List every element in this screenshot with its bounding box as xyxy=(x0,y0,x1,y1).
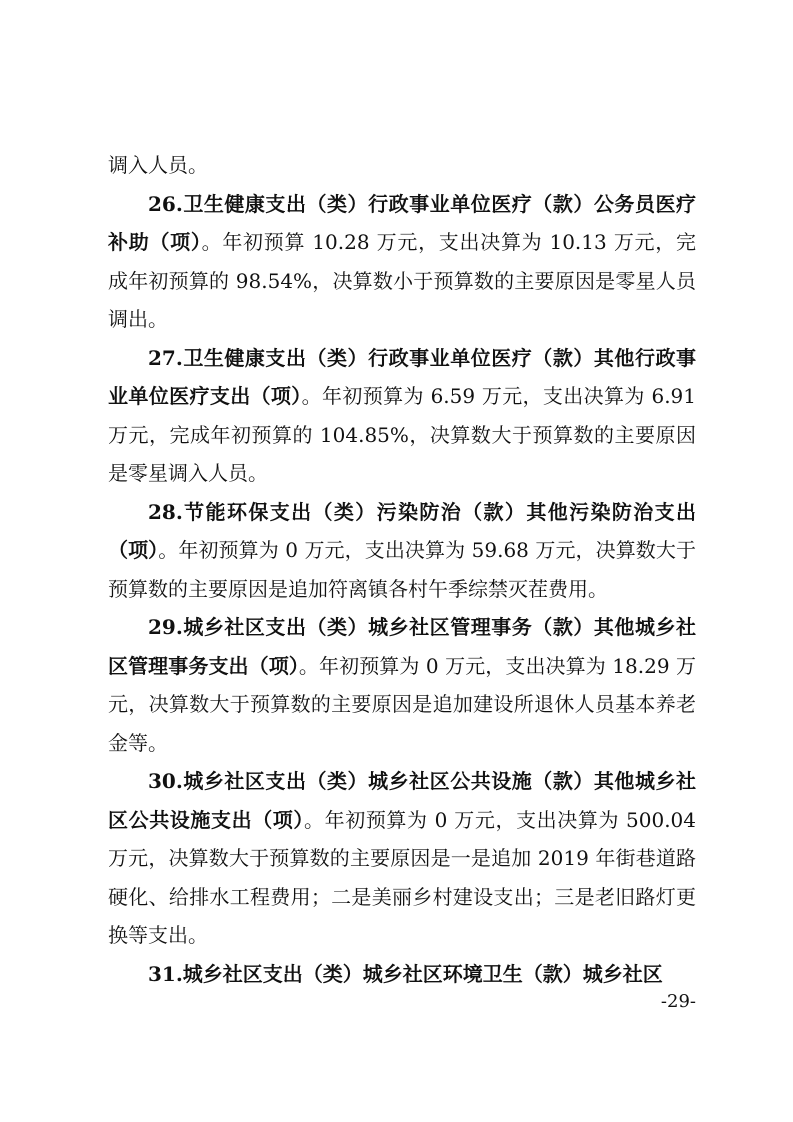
paragraph-body: 。年初预算 10.28 万元，支出决算为 10.13 万元，完成年初预算的 98.54%，决算数小于预算数的主要原因是零星人员调出。 xyxy=(108,230,696,331)
page-number: -29- xyxy=(660,991,696,1012)
paragraph-heading: 27.卫生健康支出（类）行政事业单位医疗（款）其他行政事业单位医疗支出（项） xyxy=(108,345,696,408)
paragraph-heading: 31.城乡社区支出（类）城乡社区环境卫生（款）城乡社区 xyxy=(148,961,663,986)
paragraph-item-26 xyxy=(108,185,696,339)
paragraph-item-29 xyxy=(108,608,696,762)
paragraph-continuation xyxy=(108,146,696,185)
paragraph-item-30 xyxy=(108,762,696,955)
paragraph-body: 。年初预算为 0 万元，支出决算为 500.04 万元，决算数大于预算数的主要原因是一是追加 2019 年街巷道路硬化、给排水工程费用；二是美丽乡村建设支出；三是老旧路灯更换等支出。 xyxy=(108,807,697,947)
body-text xyxy=(108,146,696,993)
paragraph-heading: 26.卫生健康支出（类）行政事业单位医疗（款）公务员医疗补助（项） xyxy=(108,191,696,254)
paragraph-body: 。年初预算为 0 万元，支出决算为 18.29 万元，决算数大于预算数的主要原因是追加建设所退休人员基本养老金等。 xyxy=(108,653,696,755)
paragraph-heading: 29.城乡社区支出（类）城乡社区管理事务（款）其他城乡社区管理事务支出（项） xyxy=(108,615,696,678)
paragraph-body: 。年初预算为 6.59 万元，支出决算为 6.91 万元，完成年初预算的 104.85%，决算数大于预算数的主要原因是零星调入人员。 xyxy=(108,384,696,485)
paragraph-body: 。年初预算为 0 万元，支出决算为 59.68 万元，决算数大于预算数的主要原因是追加符离镇各村午季综禁灭茬费用。 xyxy=(108,538,696,601)
paragraph-item-28 xyxy=(108,493,696,609)
paragraph-item-27 xyxy=(108,339,696,493)
paragraph-body: 调入人员。 xyxy=(108,153,208,177)
paragraph-heading: 30.城乡社区支出（类）城乡社区公共设施（款）其他城乡社区公共设施支出（项） xyxy=(108,769,696,832)
paragraph-item-31 xyxy=(108,955,696,994)
paragraph-heading: 28.节能环保支出（类）污染防治（款）其他污染防治支出（项） xyxy=(108,499,696,562)
